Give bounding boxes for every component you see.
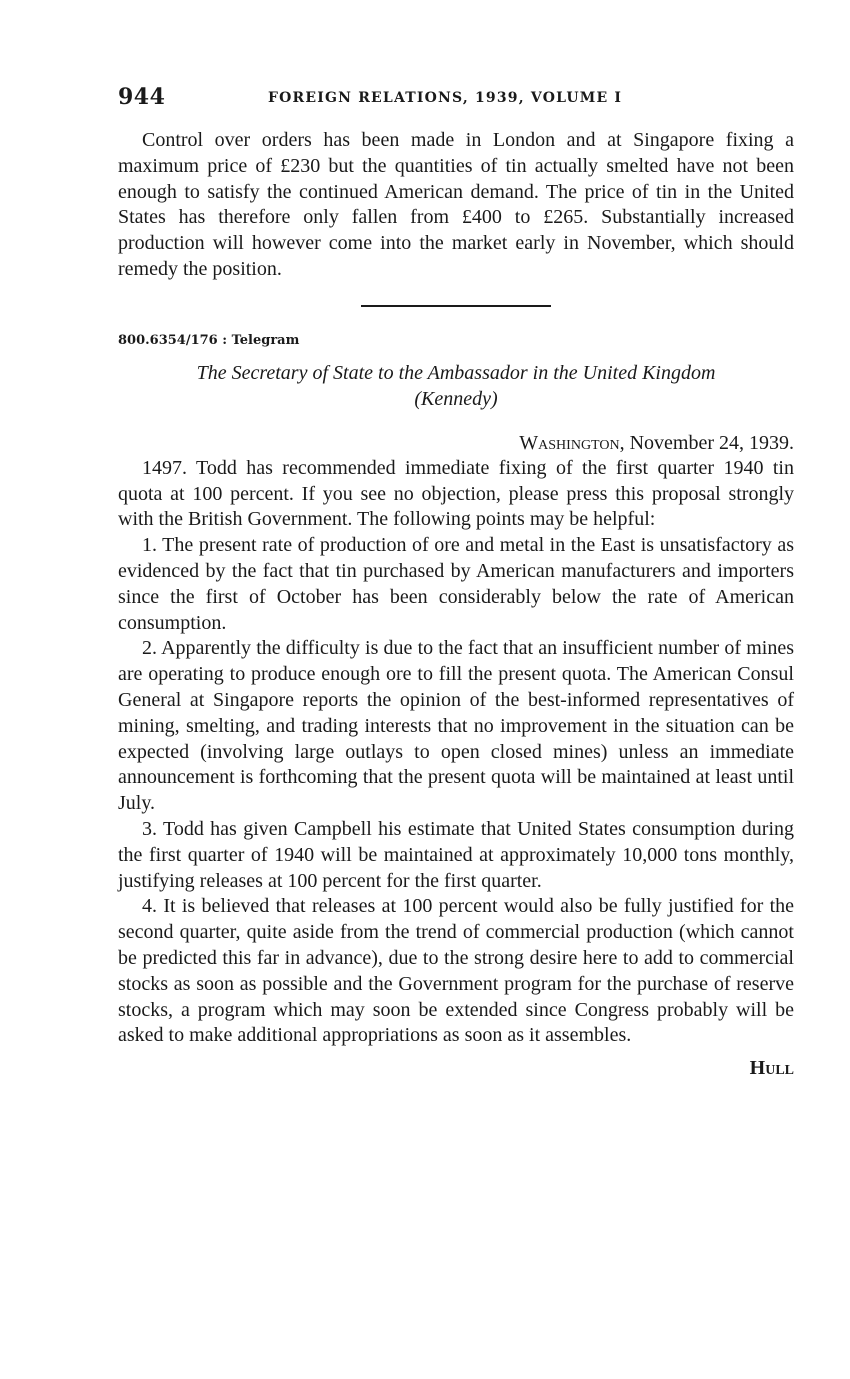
body-paragraph-point-2: 2. Apparently the difficulty is due to the fact that an insufficient number of mines are operating to produce enough ore to fill the present quota. The American Consul General at Singapore reports the opinion of the best-informed representatives of mining, smelting, and trading interests that no improvement in the situation can be expected (involving large outlays to open closed mines) unless an immediate announcement is forthcoming that the present quota will be maintained at least until July. [118, 637, 794, 815]
dateline-date: November 24, 1939. [624, 431, 794, 454]
dateline-place: Washington, [519, 431, 625, 454]
body-paragraph-point-3: 3. Todd has given Campbell his estimate that United States consumption during the first quarter of 1940 will be maintained at approximately 10,000 tons monthly, justifying releases at 100 percent for the first quarter. [118, 817, 794, 892]
page-number: 944 [118, 84, 166, 110]
running-title: FOREIGN RELATIONS, 1939, VOLUME I [268, 90, 623, 106]
document-reference: 800.6354/176 : Telegram [118, 332, 300, 348]
document-page [118, 84, 794, 1080]
document-title-line-2: (Kennedy) [414, 387, 498, 410]
body-paragraph-intro: 1497. Todd has recommended immediate fixing of the first quarter 1940 tin quota at 100 percent. If you see no objection, please press this proposal strongly with the British Government. The following points may be helpful: [118, 456, 794, 531]
continued-paragraph: Control over orders has been made in London and at Singapore fixing a maximum price of £230 but the quantities of tin actually smelted have not been enough to satisfy the continued American demand. The price of tin in the United States has therefore only fallen from £400 to £265. Substantially increased production will however come into the market early in November, which should remedy the position. [118, 129, 794, 280]
dateline [118, 430, 794, 456]
document-title-line-1: The Secretary of State to the Ambassador in the United Kingdom [196, 361, 716, 384]
signature: Hull [749, 1057, 794, 1080]
body-paragraph-point-1: 1. The present rate of production of ore and metal in the East is unsatisfactory as evidenced by the fact that tin purchased by American manufacturers and importers since the first of October has been considerably below the rate of American consumption. [118, 534, 794, 634]
section-divider [361, 305, 551, 307]
running-head [118, 84, 794, 114]
body-paragraph-point-4: 4. It is believed that releases at 100 percent would also be fully justified for the second quarter, quite aside from the trend of commercial production (which cannot be predicted this far in advance), due to the strong desire here to add to commercial stocks as soon as possible and the Government program for the purchase of reserve stocks, a program which may soon be extended since Congress probably will be asked to make additional appropriations as soon as it assembles. [118, 895, 794, 1047]
document-title [118, 360, 794, 412]
